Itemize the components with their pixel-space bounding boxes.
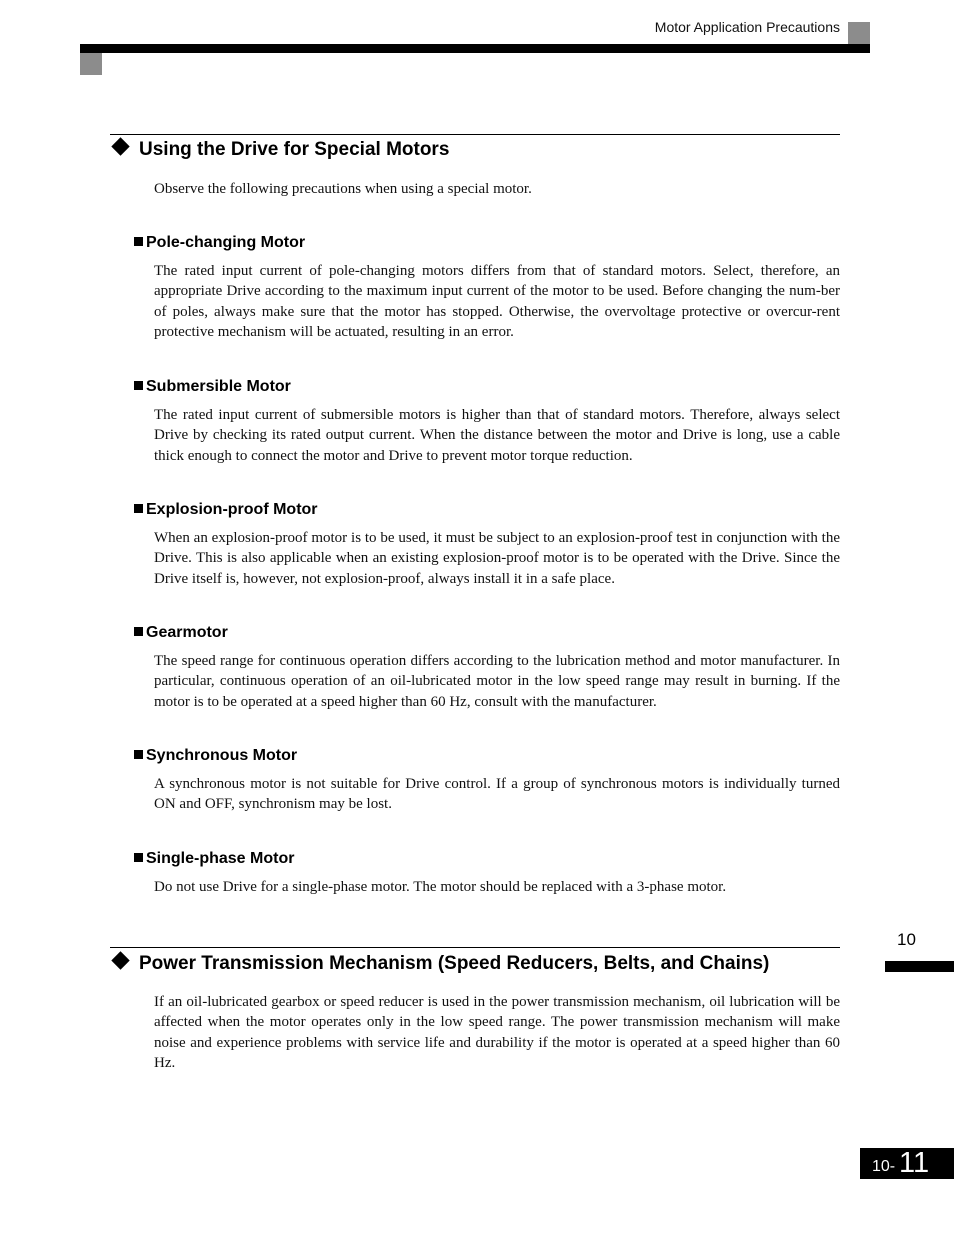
- subsection-heading: [134, 747, 297, 765]
- square-bullet-icon: [134, 750, 143, 759]
- square-bullet-icon: [134, 381, 143, 390]
- running-header: Motor Application Precautions: [654, 19, 840, 35]
- section-rule: [110, 134, 840, 135]
- subsection-body: The rated input current of submersible motors is higher than that of standard motors. Therefore, always select Drive by checking its rated output current. When the distance between the motor and Drive is long, use a cable thick enough to connect the motor and Drive to prevent motor torque reduction.: [154, 407, 840, 464]
- subsection-body: A synchronous motor is not suitable for Drive control. If a group of synchronous motors is individually turned ON and OFF, synchronism may be lost.: [154, 776, 840, 813]
- header-square-decoration: [80, 53, 102, 75]
- diamond-bullet-icon: [111, 137, 129, 155]
- section-heading: [110, 953, 769, 975]
- subsection-heading: [134, 850, 294, 868]
- subsection-heading: [134, 501, 318, 519]
- square-bullet-icon: [134, 853, 143, 862]
- chapter-tab-number: 10: [897, 930, 916, 949]
- page-number-box: [860, 1148, 954, 1179]
- section-heading: [110, 139, 449, 161]
- subsection-heading: [134, 624, 228, 642]
- subsection-heading: [134, 378, 291, 396]
- page-number-prefix: 10-: [872, 1158, 896, 1175]
- subsection-heading-text: Gearmotor: [146, 624, 228, 641]
- square-bullet-icon: [134, 627, 143, 636]
- section-heading-text: Using the Drive for Special Motors: [139, 139, 450, 160]
- subsection-heading-text: Submersible Motor: [146, 378, 291, 395]
- subsection-body: When an explosion-proof motor is to be used, it must be subject to an explosion-proof test in conjunction with the Drive. This is also applicable when an existing explosion-proof motor is to be operated with the Drive. Since the Drive itself is, however, not explosion-proof, always install it in a safe place.: [154, 530, 840, 587]
- header-bar: [80, 44, 870, 53]
- subsection-heading-text: Pole-changing Motor: [146, 234, 306, 251]
- subsection-body: Do not use Drive for a single-phase motor. The motor should be replaced with a 3-phase motor.: [154, 879, 727, 895]
- section-rule: [110, 947, 840, 948]
- subsection-heading: [134, 234, 305, 252]
- page-number: 11: [899, 1147, 930, 1179]
- section-intro: Observe the following precautions when using a special motor.: [154, 181, 532, 197]
- section-heading-text: Power Transmission Mechanism (Speed Reducers, Belts, and Chains): [139, 953, 770, 974]
- square-bullet-icon: [134, 237, 143, 246]
- header-square-decoration: [848, 22, 870, 44]
- subsection-body: The rated input current of pole-changing motors differs from that of standard motors. Select, therefore, an appropriate Drive according to the maximum input current of the motor to be used. Before changing the num-ber of poles, always make sure that the motor has stopped. Otherwise, the overvoltage protective or overcur-rent protective mechanism will be actuated, resulting in an error.: [154, 263, 840, 341]
- subsection-body: The speed range for continuous operation differs according to the lubrication method and motor manufacturer. In particular, continuous operation of an oil-lubricated motor in the low speed range may result in burning. If the motor is to be operated at a speed higher than 60 Hz, consult with the manufacturer.: [154, 653, 840, 710]
- diamond-bullet-icon: [111, 951, 129, 969]
- subsection-heading-text: Explosion-proof Motor: [146, 501, 318, 518]
- subsection-heading-text: Synchronous Motor: [146, 747, 298, 764]
- chapter-tab-bar: [885, 961, 954, 972]
- section-body: If an oil-lubricated gearbox or speed reducer is used in the power transmission mechanism, oil lubrication will be affected when the motor operates only in the low speed range. The power transmission mechanism will make noise and experience problems with service life and durability if the motor is operated at a speed higher than 60 Hz.: [154, 994, 840, 1072]
- square-bullet-icon: [134, 504, 143, 513]
- subsection-heading-text: Single-phase Motor: [146, 850, 295, 867]
